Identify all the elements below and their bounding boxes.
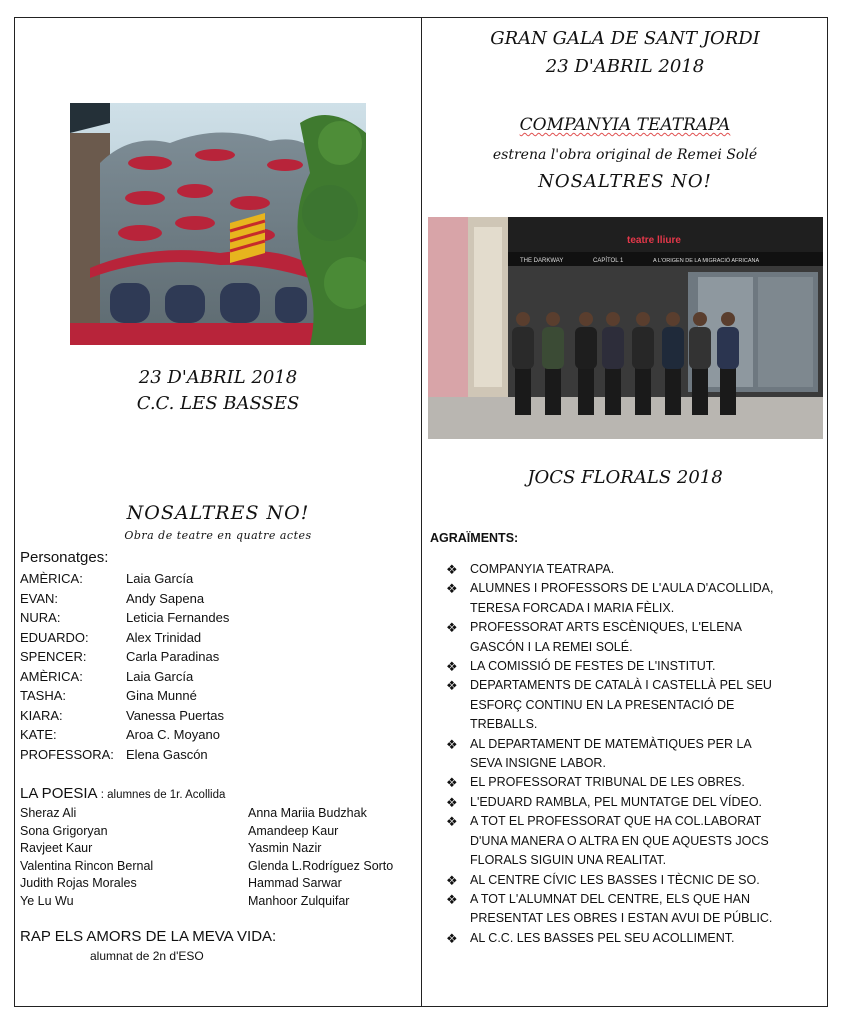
ack-item <box>446 773 826 792</box>
character-role: AMÈRICA: <box>20 571 83 586</box>
diamond-bullet-icon: ❖ <box>446 736 458 752</box>
left-date: 23 D'ABRIL 2018 <box>138 367 298 388</box>
ack-item <box>446 657 826 676</box>
ack-line: AL CENTRE CÍVIC LES BASSES I TÈCNIC DE SO. <box>470 872 760 887</box>
poet-name: Sheraz Ali <box>20 806 77 820</box>
ack-line: EL PROFESSORAT TRIBUNAL DE LES OBRES. <box>470 775 745 790</box>
character-actor: Andy Sapena <box>126 590 205 606</box>
ack-line: D'UNA MANERA O ALTRA EN QUE AQUESTS JOCS <box>470 833 769 848</box>
theatre-sign: teatre lliure <box>627 235 681 246</box>
ack-line: L'EDUARD RAMBLA, PEL MUNTATGE DEL VÍDEO. <box>470 794 763 809</box>
character-row <box>20 590 204 608</box>
ack-line: AL C.C. LES BASSES PEL SEU ACOLLIMENT. <box>470 930 735 945</box>
ack-line: LA COMISSIÓ DE FESTES DE L'INSTITUT. <box>470 659 716 674</box>
ack-line: ESFORÇ CONTINU EN LA PRESENTACIÓ DE <box>470 697 735 712</box>
character-actor: Vanessa Puertas <box>126 707 225 723</box>
character-role: PROFESSORA: <box>20 746 114 762</box>
diamond-bullet-icon: ❖ <box>446 794 458 810</box>
diamond-bullet-icon: ❖ <box>446 581 458 597</box>
poesia-column-2 <box>248 805 393 911</box>
character-role: SPENCER: <box>20 649 87 664</box>
left-venue: C.C. LES BASSES <box>136 393 300 414</box>
character-row <box>20 687 197 705</box>
ack-line: GASCÓN I LA REMEI SOLÉ. <box>470 639 633 654</box>
diamond-bullet-icon: ❖ <box>446 891 458 907</box>
chapter-sign: CAPÍTOL 1 <box>593 258 624 264</box>
character-actor: Laia García <box>126 571 194 586</box>
character-row <box>20 570 193 588</box>
character-role: EVAN: <box>20 590 59 606</box>
diamond-bullet-icon: ❖ <box>446 872 458 888</box>
ack-line: DEPARTAMENTS DE CATALÀ I CASTELLÀ PEL SEU <box>470 678 772 693</box>
diamond-bullet-icon: ❖ <box>446 659 458 675</box>
poet-name: Sona Grigoryan <box>20 823 108 838</box>
character-role: KIARA: <box>20 707 63 723</box>
character-role: AMÈRICA: <box>20 668 83 684</box>
characters-heading: Personatges: <box>20 549 109 566</box>
diamond-bullet-icon: ❖ <box>446 620 458 636</box>
poesia-column-1 <box>20 805 153 911</box>
character-actor: Leticia Fernandes <box>126 610 230 625</box>
character-row <box>20 726 220 744</box>
ack-item <box>446 812 826 870</box>
poet-name: Judith Rojas Morales <box>20 876 137 891</box>
poet-name: Glenda L.Rodríguez Sorto <box>248 858 394 873</box>
character-row <box>20 629 201 647</box>
diamond-bullet-icon: ❖ <box>446 930 458 946</box>
ack-line: AL DEPARTAMENT DE MATEMÀTIQUES PER LA <box>470 736 752 751</box>
character-role: NURA: <box>20 610 61 625</box>
ack-line: SEVA INSIGNE LABOR. <box>470 756 606 771</box>
company-name <box>422 114 828 136</box>
ack-item <box>446 735 826 774</box>
ack-item <box>446 793 826 812</box>
character-row <box>20 648 219 666</box>
rap-heading: RAP ELS AMORS DE LA MEVA VIDA: <box>20 928 277 945</box>
acknowledgements-list <box>446 560 826 948</box>
ack-line: ALUMNES I PROFESSORS DE L'AULA D'ACOLLIDA, <box>470 581 774 596</box>
ack-item <box>446 929 826 948</box>
poet-name: Amandeep Kaur <box>248 823 339 838</box>
character-row <box>20 668 193 686</box>
poet-name: Valentina Rincon Bernal <box>20 858 154 873</box>
gala-title: GRAN GALA DE SANT JORDI <box>490 28 760 49</box>
diamond-bullet-icon: ❖ <box>446 775 458 791</box>
diamond-bullet-icon: ❖ <box>446 814 458 830</box>
darkway-sign: THE DARKWAY <box>520 258 564 264</box>
column-divider <box>421 17 422 1007</box>
character-row <box>20 707 224 725</box>
left-play-subtitle: Obra de teatre en quatre actes <box>124 529 312 542</box>
ack-line: A TOT L'ALUMNAT DEL CENTRE, ELS QUE HAN <box>470 891 751 906</box>
character-role: TASHA: <box>20 688 66 703</box>
premiere-line: estrena l'obra original de Remei Solé <box>492 147 758 163</box>
exhibit-sign: A L'ORIGEN DE LA MIGRACIÓ AFRICANA <box>653 258 760 264</box>
diamond-bullet-icon: ❖ <box>446 678 458 694</box>
ack-line: COMPANYIA TEATRAPA. <box>470 562 615 576</box>
poesia-title: LA POESIA <box>20 785 98 802</box>
ack-heading: AGRAÏMENTS: <box>430 531 519 545</box>
poet-name: Yasmin Nazir <box>248 841 322 856</box>
ack-line: TREBALLS. <box>470 717 538 732</box>
ack-item <box>446 871 826 890</box>
character-role: KATE: <box>20 727 57 742</box>
ack-line: PRESENTAT LES OBRES I ESTAN AVUI DE PÚBLIC. <box>470 911 773 926</box>
character-actor: Elena Gascón <box>126 746 208 762</box>
gala-date: 23 D'ABRIL 2018 <box>545 56 705 77</box>
poet-name: Anna Mariia Budzhak <box>248 806 367 820</box>
poesia-heading <box>20 785 225 804</box>
ack-item <box>446 618 826 657</box>
ack-item <box>446 560 826 579</box>
casa-batllo-photo <box>70 103 366 345</box>
poet-name: Hammad Sarwar <box>248 876 342 891</box>
character-actor: Gina Munné <box>126 688 197 703</box>
company-text: COMPANYIA TEATRAPA <box>519 115 731 135</box>
ack-item <box>446 579 826 618</box>
ack-item <box>446 890 826 929</box>
character-actor: Carla Paradinas <box>126 649 220 664</box>
character-role: EDUARDO: <box>20 629 89 645</box>
poet-name: Ravjeet Kaur <box>20 841 93 856</box>
right-play-title: NOSALTRES NO! <box>538 171 712 192</box>
diamond-bullet-icon: ❖ <box>446 562 458 577</box>
character-actor: Aroa C. Moyano <box>126 727 220 742</box>
rap-subtitle: alumnat de 2n d'ESO <box>90 949 204 963</box>
character-actor: Laia García <box>126 668 194 684</box>
group-photo <box>428 217 823 439</box>
poet-name: Manhoor Zulquifar <box>248 893 350 908</box>
ack-line: FLORALS SIGUIN UNA REALITAT. <box>470 853 667 868</box>
jocs-florals-title: JOCS FLORALS 2018 <box>527 467 723 488</box>
ack-line: PROFESSORAT ARTS ESCÈNIQUES, L'ELENA <box>470 620 742 635</box>
character-actor: Alex Trinidad <box>126 629 202 645</box>
left-play-title: NOSALTRES NO! <box>126 502 310 524</box>
ack-item <box>446 676 826 734</box>
character-row <box>20 746 208 764</box>
poet-name: Ye Lu Wu <box>20 893 74 908</box>
character-row <box>20 609 229 627</box>
ack-line: TERESA FORCADA I MARIA FÈLIX. <box>470 600 675 615</box>
ack-line: A TOT EL PROFESSORAT QUE HA COL.LABORAT <box>470 814 762 829</box>
poesia-subtitle: : alumnes de 1r. Acollida <box>97 789 226 801</box>
